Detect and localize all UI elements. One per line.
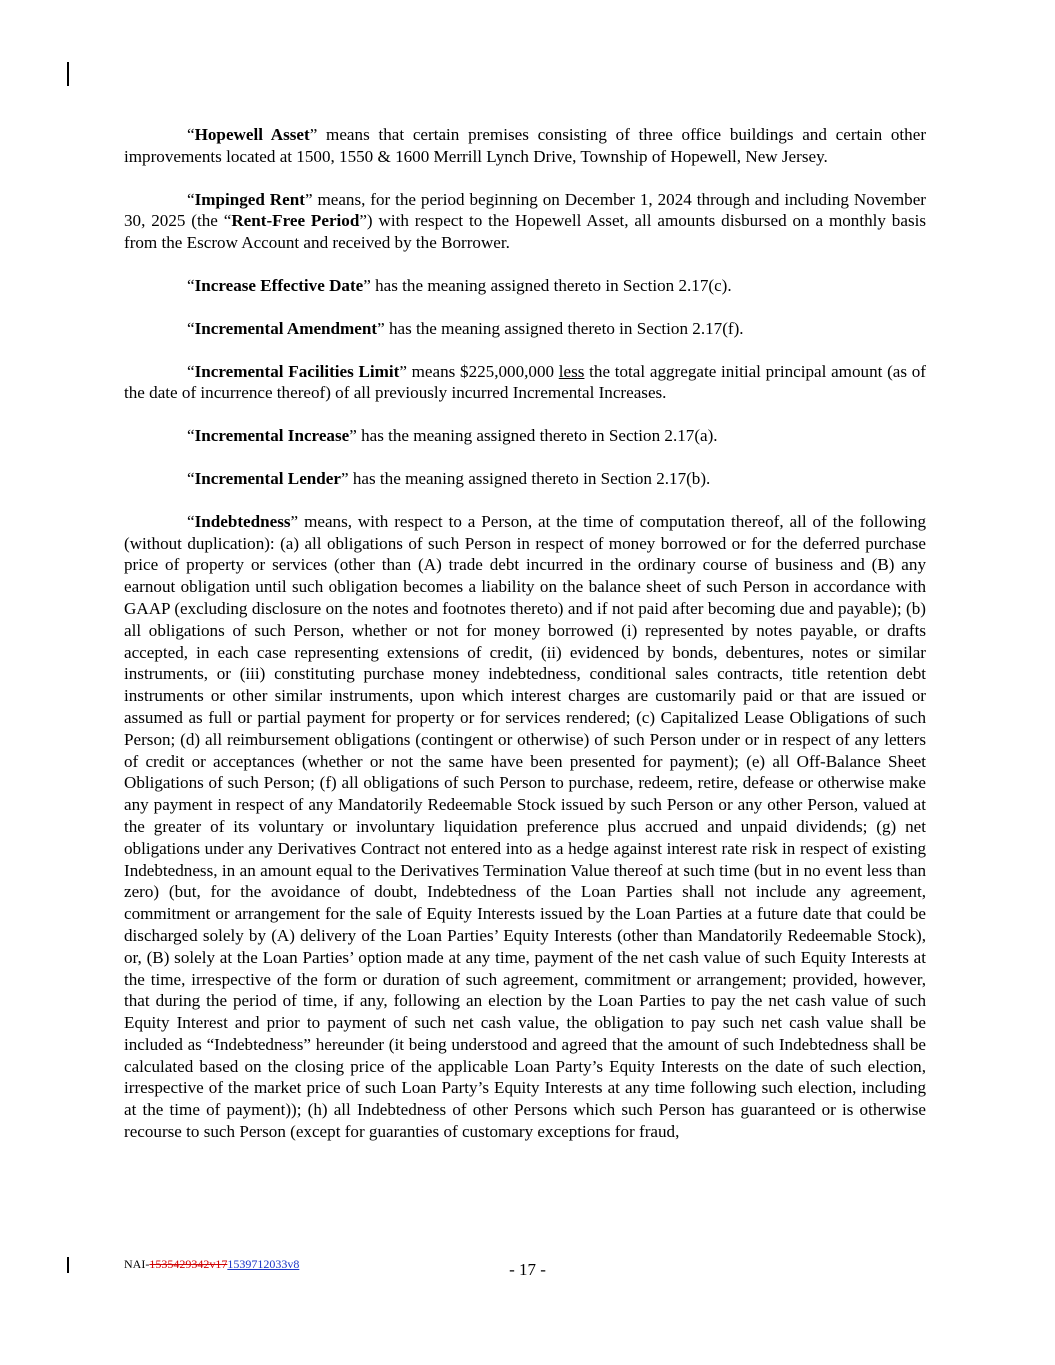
term-indebtedness: Indebtedness <box>194 511 291 531</box>
definition-text: means that certain premises consisting of three office buildings and certain other improvements located at 1500, 1550 & 1600 Merrill Lynch Drive, Township of Hopewell, New Jersey. <box>124 125 927 166</box>
term-impinged-rent: Impinged Rent <box>194 189 305 209</box>
definition-text: ”) with respect to the Hopewell Asset, all amounts disbursed on a monthly basis from the Escrow Account and received by the Borrower. <box>124 211 926 253</box>
definition-incremental-facilities-limit: “Incremental Facilities Limit” means $225,000,000 less the total aggregate initial principal amount (as of the date of incurrence thereof) of all previously incurred Incremental Increases. <box>124 361 926 403</box>
definition-incremental-increase: “Incremental Increase” has the meaning assigned thereto in Section 2.17(a). <box>187 426 718 446</box>
change-bar-top <box>67 62 69 86</box>
doc-prefix: NAI- <box>124 1257 150 1271</box>
term-incremental-facilities-limit: Incremental Facilities Limit <box>194 361 400 381</box>
definition-impinged-rent: “Impinged Rent” means, for the period beginning on December 1, 2024 through and including November 30, 2025 (the “Rent-Free Period”) with respect to the Hopewell Asset, all amounts disbursed on a monthly basis from the Escrow Account and received by the Borrower. <box>124 189 926 253</box>
term-increase-effective-date: Increase Effective Date <box>194 275 364 295</box>
definition-text: has the meaning assigned thereto in Section 2.17(f). <box>388 318 744 338</box>
underlined-less: less <box>558 361 585 381</box>
term-incremental-increase: Incremental Increase <box>194 426 350 446</box>
deleted-doc-id: 1535429342v17 <box>149 1257 228 1271</box>
definition-text: has the meaning assigned thereto in Section 2.17(c). <box>375 275 732 295</box>
definitions-section <box>124 124 926 1143</box>
definition-incremental-amendment: “Incremental Amendment” has the meaning assigned thereto in Section 2.17(f). <box>187 318 744 338</box>
inserted-doc-id: 1539712033v8 <box>227 1257 300 1271</box>
definition-text: the total aggregate initial principal amount (as of the date of incurrence thereof) of all previously incurred Incremental Increases. <box>124 361 926 403</box>
page-number: - 17 - <box>509 1260 546 1279</box>
definition-text: means, with respect to a Person, at the time of computation thereof, all of the following (without duplication): (a) all obligations of such Person in respect of money borrowed or for the deferred purchase price of property or services (other than (A) trade debt incurred in the ordinary course of business and (B) any earnout obligation until such obligation becomes a liability on the balance sheet of such Person in accordance with GAAP (excluding disclosure on the notes and footnotes thereto) and if not paid after becoming due and payable); (b) all obligations of such Person, whether or not for money borrowed (i) represented by notes payable, or drafts accepted, in each case representing extensions of credit, (ii) evidenced by bonds, debentures, notes or similar instruments, or (iii) constituting purchase money indebtedness, conditional sales contracts, title retention debt instruments or other similar instruments, upon which interest charges are customarily paid or that are issued or assumed as full or partial payment for property or for services rendered; (c) Capitalized Lease Obligations of such Person; (d) all reimbursement obligations (contingent or otherwise) of such Person under or in respect of any letters of credit or acceptances (whether or not the same have been presented for payment); (e) all Off-Balance Sheet Obligations of such Person; (f) all obligations of such Person to purchase, redeem, retire, defease or otherwise make any payment in respect of any Mandatorily Redeemable Stock issued by such Person or any other Person, valued at the greater of its voluntary or involuntary liquidation preference plus accrued and unpaid dividends; (g) net obligations under any Derivatives Contract not entered into as a hedge against interest rate risk in respect of existing Indebtedness, in an amount equal to the Derivatives Termination Value thereof at such time (but in no event less than zero) (but, for the avoidance of doubt, Indebtedness of the Loan Parties shall not include any agreement, commitment or arrangement for the sale of Equity Interests issued by the Loan Parties at a future date that could be discharged solely by (A) delivery of the Loan Parties’ Equity Interests (other than Mandatorily Redeemable Stock), or, (B) solely at the Loan Parties’ option made at any time, payment of the net cash value of such Equity Interests at the time, irrespective of the form or duration of such agreement, commitment or arrangement; provided, however, that during the period of time, if any, following an election by the Loan Parties to pay the net cash value of such Equity Interest and prior to payment of such net cash value, the obligation to pay such net cash value shall be included as “Indebtedness” hereunder (it being understood and agreed that the amount of such Indebtedness shall be calculated based on the closing price of the applicable Loan Party’s Equity Interests on the date of such election, irrespective of the market price of such Loan Party’s Equity Interests at any time following such election, including at the time of payment)); (h) all Indebtedness of other Persons which such Person has guaranteed or is otherwise recourse to such Person (except for guaranties of customary exceptions for fraud, <box>124 511 926 1142</box>
definition-text: has the meaning assigned thereto in Section 2.17(b). <box>352 468 711 488</box>
definition-incremental-lender: “Incremental Lender” has the meaning assigned thereto in Section 2.17(b). <box>187 468 711 488</box>
definition-text: means $225,000,000 <box>411 361 555 381</box>
definition-hopewell-asset: “Hopewell Asset” means that certain premises consisting of three office buildings and certain other improvements located at 1500, 1550 & 1600 Merrill Lynch Drive, Township of Hopewell, New Jersey. <box>124 125 927 166</box>
term-hopewell-asset: Hopewell Asset <box>194 125 310 144</box>
definition-text: has the meaning assigned thereto in Section 2.17(a). <box>361 426 718 446</box>
term-incremental-amendment: Incremental Amendment <box>194 318 378 338</box>
definition-indebtedness: “Indebtedness” means, with respect to a Person, at the time of computation thereof, all of the following (without duplication): (a) all obligations of such Person in respect of money borrowed or for the deferred purchase price of property or services (other than (A) trade debt incurred in the ordinary course of business and (B) any earnout obligation until such obligation becomes a liability on the balance sheet of such Person in accordance with GAAP (excluding disclosure on the notes and footnotes thereto) and if not paid after becoming due and payable); (b) all obligations of such Person, whether or not for money borrowed (i) represented by notes payable, or drafts accepted, in each case representing extensions of credit, (ii) evidenced by bonds, debentures, notes or similar instruments, or (iii) constituting purchase money indebtedness, conditional sales contracts, title retention debt instruments or other similar instruments, upon which interest charges are customarily paid or that are issued or assumed as full or partial payment for property or for services rendered; (c) Capitalized Lease Obligations of such Person; (d) all reimbursement obligations (contingent or otherwise) of such Person under or in respect of any letters of credit or acceptances (whether or not the same have been presented for payment); (e) all Off-Balance Sheet Obligations of such Person; (f) all obligations of such Person to purchase, redeem, retire, defease or otherwise make any payment in respect of any Mandatorily Redeemable Stock issued by such Person or any other Person, valued at the greater of its voluntary or involuntary liquidation preference plus accrued and unpaid dividends; (g) net obligations under any Derivatives Contract not entered into as a hedge against interest rate risk in respect of existing Indebtedness, in an amount equal to the Derivatives Termination Value thereof at such time (but in no event less than zero) (but, for the avoidance of doubt, Indebtedness of the Loan Parties shall not include any agreement, commitment or arrangement for the sale of Equity Interests issued by the Loan Parties at a future date that could be discharged solely by (A) delivery of the Loan Parties’ Equity Interests (other than Mandatorily Redeemable Stock), or, (B) solely at the Loan Parties’ option made at any time, payment of the net cash value of such Equity Interests at the time, irrespective of the form or duration of such agreement, commitment or arrangement; provided, however, that during the period of time, if any, following an election by the Loan Parties to pay the net cash value of such Equity Interest and prior to payment of such net cash value, the obligation to pay such net cash value shall be included as “Indebtedness” hereunder (it being understood and agreed that the amount of such Indebtedness shall be calculated based on the closing price of the applicable Loan Party’s Equity Interests on the date of such election, irrespective of the market price of such Loan Party’s Equity Interests at any time following such election, including at the time of payment)); (h) all Indebtedness of other Persons which such Person has guaranteed or is otherwise recourse to such Person (except for guaranties of customary exceptions for fraud, <box>124 511 926 1142</box>
definition-increase-effective-date: “Increase Effective Date” has the meaning assigned thereto in Section 2.17(c). <box>187 275 732 295</box>
term-rent-free-period: Rent-Free Period <box>231 211 360 231</box>
term-incremental-lender: Incremental Lender <box>194 468 341 488</box>
definition-text: means, for the period beginning on December 1, 2024 through and including November 30, 2025 (the “ <box>124 189 926 231</box>
